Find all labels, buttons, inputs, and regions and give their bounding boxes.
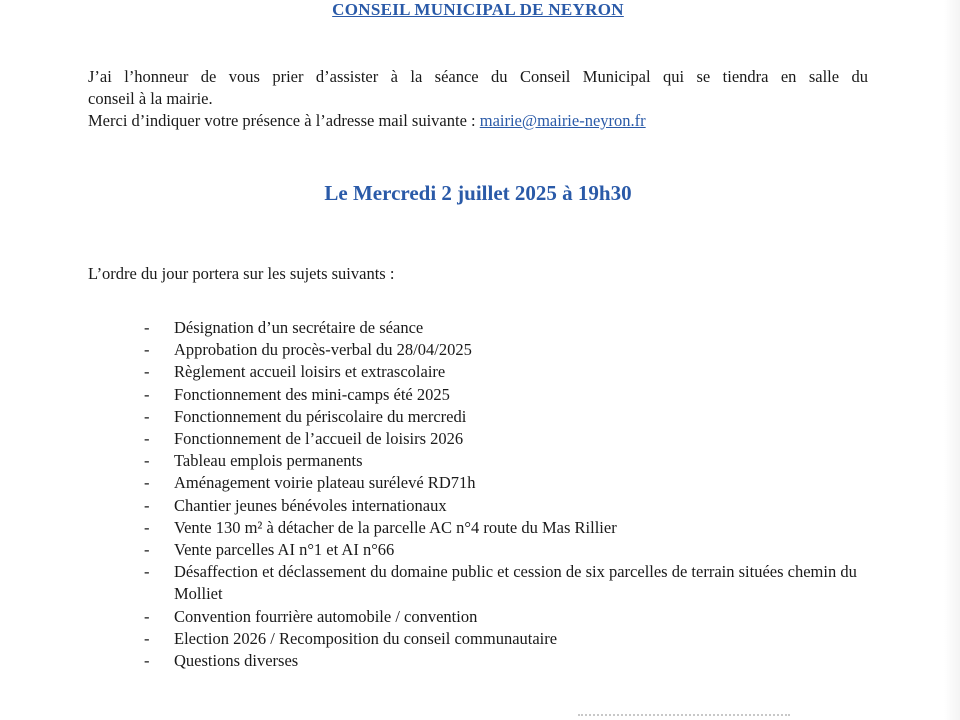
agenda-item-text: Chantier jeunes bénévoles internationaux: [174, 495, 447, 515]
agenda-bullet: -: [144, 651, 150, 671]
agenda-item-text: Convention fourrière automobile / convention: [174, 606, 478, 626]
agenda-bullet: -: [144, 318, 150, 337]
attendance-request: Merci d’indiquer votre présence à l’adresse mail suivante :: [88, 111, 480, 130]
agenda-list: [144, 317, 884, 672]
agenda-bullet: -: [144, 384, 150, 404]
agenda-item-text: Election 2026 / Recomposition du conseil communautaire: [174, 628, 558, 648]
agenda-item: [144, 561, 884, 605]
agenda-bullet: -: [144, 473, 150, 493]
agenda-bullet: -: [144, 340, 150, 360]
agenda-bullet: -: [144, 406, 150, 426]
invitation-line-1: J’ai l’honneur de vous prier d’assister à la séance du Conseil Municipal qui se tiendra en salle du: [88, 67, 868, 86]
agenda-item: [144, 472, 884, 494]
agenda-bullet: -: [144, 517, 150, 537]
agenda-item-text: Fonctionnement des mini-camps été 2025: [174, 384, 450, 404]
agenda-item: [144, 517, 884, 539]
agenda-item-text: Désaffection et déclassement du domaine public et cession de six parcelles de terrain situées chemin du Molliet: [174, 562, 857, 604]
agenda-item: [144, 339, 884, 361]
agenda-item-text: Désignation d’un secrétaire de séance: [174, 318, 424, 337]
agenda-item: [144, 628, 884, 650]
agenda-bullet: -: [144, 362, 150, 382]
agenda-item: [144, 406, 884, 428]
agenda-item: [144, 317, 884, 339]
agenda-item-text: Fonctionnement de l’accueil de loisirs 2026: [174, 429, 464, 449]
agenda-bullet: -: [144, 628, 150, 648]
agenda-item-text: Vente parcelles AI n°1 et AI n°66: [174, 540, 395, 560]
meeting-date: Le Mercredi 2 juillet 2025 à 19h30: [324, 181, 632, 205]
agenda-item: [144, 384, 884, 406]
agenda-item: [144, 606, 884, 628]
agenda-item-text: Tableau emplois permanents: [174, 451, 363, 471]
agenda-item-text: Règlement accueil loisirs et extrascolaire: [174, 362, 446, 382]
agenda-item: [144, 650, 884, 672]
agenda-item: [144, 450, 884, 472]
page-edge-shadow: [944, 0, 960, 720]
agenda-item-text: Questions diverses: [174, 651, 299, 671]
invitation-paragraph: [88, 66, 868, 132]
invitation-line-2: conseil à la mairie.: [88, 89, 213, 108]
agenda-bullet: -: [144, 562, 150, 582]
scan-artifact-line: [578, 714, 790, 720]
agenda-bullet: -: [144, 451, 150, 471]
agenda-item-text: Aménagement voirie plateau surélevé RD71h: [174, 473, 476, 493]
agenda-item: [144, 495, 884, 517]
agenda-item: [144, 428, 884, 450]
email-link[interactable]: mairie@mairie-neyron.fr: [479, 111, 646, 130]
agenda-bullet: -: [144, 540, 150, 560]
agenda-intro: L’ordre du jour portera sur les sujets suivants :: [88, 264, 395, 283]
agenda-bullet: -: [144, 495, 150, 515]
council-heading: CONSEIL MUNICIPAL DE NEYRON: [332, 0, 624, 19]
agenda-bullet: -: [144, 606, 150, 626]
agenda-item-text: Approbation du procès-verbal du 28/04/2025: [174, 340, 472, 360]
agenda-item-text: Vente 130 m² à détacher de la parcelle AC n°4 route du Mas Rillier: [174, 517, 617, 537]
agenda-bullet: -: [144, 429, 150, 449]
agenda-item: [144, 361, 884, 383]
agenda-item-text: Fonctionnement du périscolaire du mercredi: [174, 406, 467, 426]
agenda-item: [144, 539, 884, 561]
